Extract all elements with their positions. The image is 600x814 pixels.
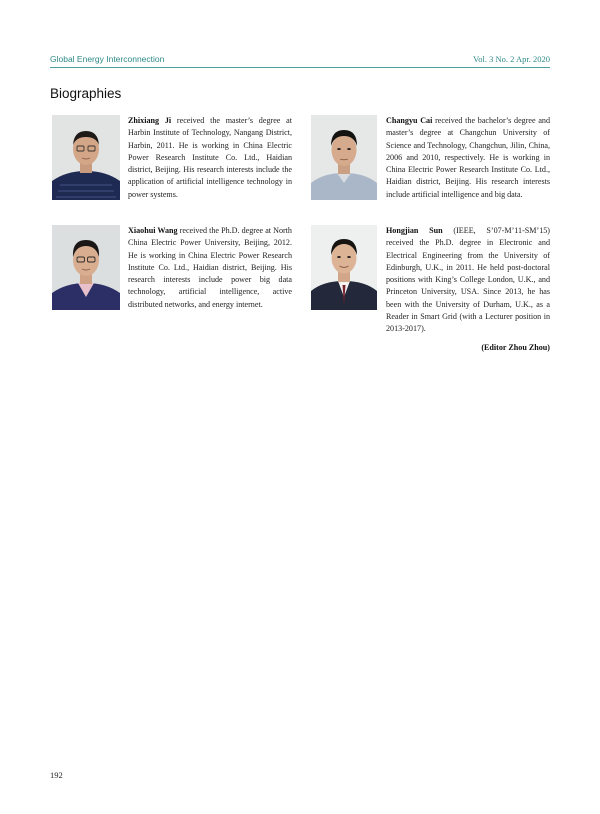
biography-text (128, 115, 292, 201)
journal-name: Global Energy Interconnection (50, 54, 165, 64)
biography-hongjian-sun (309, 225, 550, 340)
biography-text (386, 225, 550, 336)
running-header (50, 54, 550, 68)
portrait-photo (52, 115, 120, 200)
portrait-photo (311, 225, 377, 310)
biography-xiaohui-wang (50, 225, 292, 325)
page-number: 192 (50, 770, 63, 780)
biography-text (386, 115, 550, 201)
biography-name: Hongjian Sun (386, 226, 443, 235)
editor-credit: (Editor Zhou Zhou) (481, 343, 550, 352)
biography-name: Changyu Cai (386, 116, 433, 125)
biography-body: (IEEE, S’07-M’11-SM’15) received the Ph.D. degree in Electronic and Electrical Engineering from the University of Edinburgh, U.K., in 2011. He held post-doctoral positions with King’s College London, U.K., and Princeton University, USA. Since 2013, he has been with the University of Durham, U.K., as a Reader in Smart Grid (with a Lecturer position in 2013-2017). (386, 226, 550, 334)
biography-zhixiang-ji (50, 115, 292, 210)
biography-body: received the master’s degree at Harbin Institute of Technology, Nangang District, Harbin, 2011. He is working in China Electric Power Research Institute Co. Ltd., Haidian district, Beijing. His research interests include the application of artificial intelligence technology in power systems. (128, 116, 292, 199)
portrait-photo (311, 115, 377, 200)
header-rule (50, 67, 550, 68)
biography-body: received the Ph.D. degree at North China Electric Power University, Beijing, 2012. He is working in China Electric Power Research Institute Co. Ltd., Haidian district, Beijing. His research interests include power big data technology, artificial intelligence, active distributed networks, and energy internet. (128, 226, 292, 309)
biography-name: Zhixiang Ji (128, 116, 172, 125)
section-title: Biographies (50, 86, 122, 101)
biography-text (128, 225, 292, 311)
biography-body: received the bachelor’s degree and master’s degree at Changchun University of Science and Technology, Changchun, Jilin, China, 2006 and 2010, respectively. He is working in China Electric Power Research Institute Co. Ltd., Haidian district, Beijing. His research interests include artificial intelligence and big data. (386, 116, 551, 199)
portrait-photo (52, 225, 120, 310)
volume-issue: Vol. 3 No. 2 Apr. 2020 (473, 54, 550, 64)
biography-name: Xiaohui Wang (128, 226, 178, 235)
biography-changyu-cai (309, 115, 550, 215)
